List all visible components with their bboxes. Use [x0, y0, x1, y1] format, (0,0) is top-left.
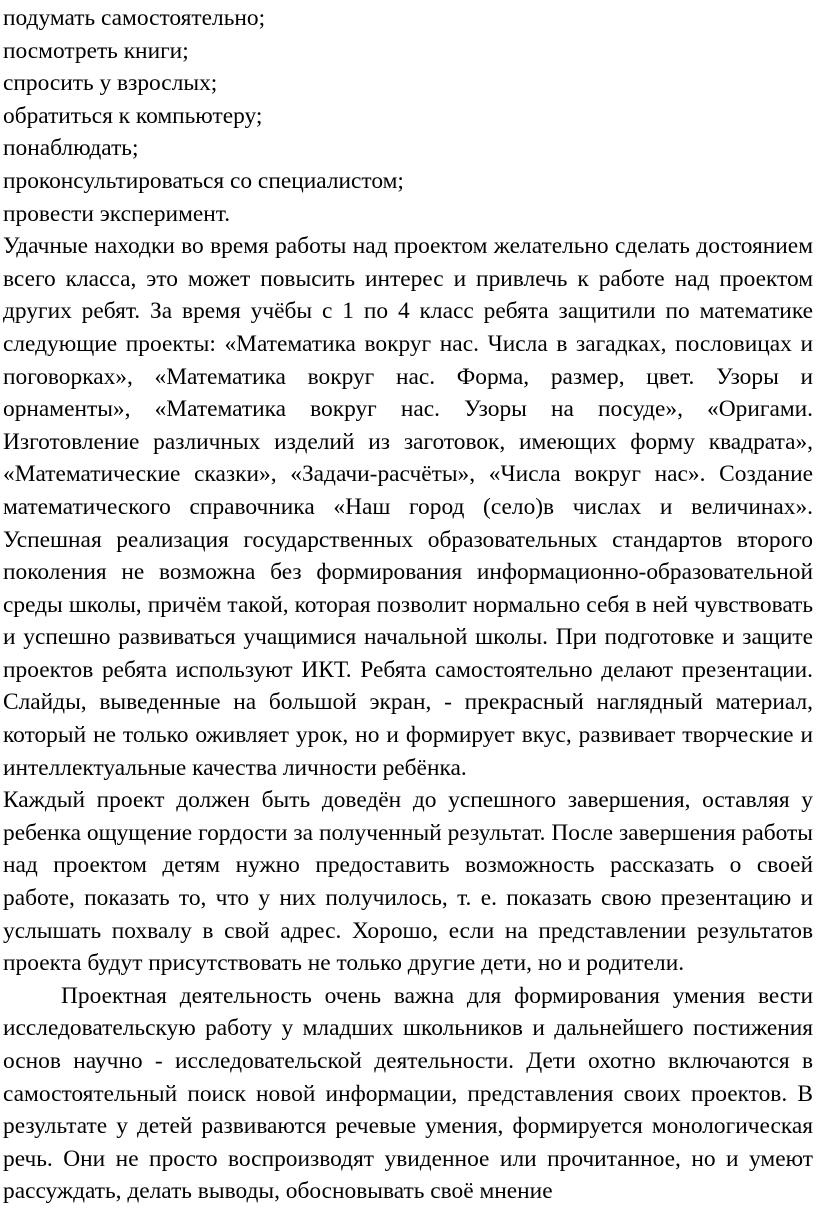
paragraph-project-completion: Каждый проект должен быть доведён до успешного завершения, оставляя у ребенка ощущение гордости за полученный результат. После завершения работы над проектом детям нужно предоставить возможность рассказать о своей работе, показать то, что у них получилось, т. е. показать свою презентацию и услышать похвалу в свой адрес. Хорошо, если на представлении результатов проекта будут присутствовать не только другие дети, но и родители.: [3, 787, 813, 977]
list-item: провести эксперимент.: [3, 200, 231, 227]
document-page: [3, 2, 813, 1208]
list-item: посмотреть книги;: [3, 37, 189, 64]
list-item: проконсультироваться со специалистом;: [3, 167, 404, 194]
list-item: подумать самостоятельно;: [3, 5, 266, 31]
list-item: обратиться к компьютеру;: [3, 102, 263, 129]
list-item: понаблюдать;: [3, 135, 139, 162]
list-item: спросить у взрослых;: [3, 70, 218, 97]
paragraph-project-findings: Удачные находки во время работы над проектом желательно сделать достоянием всего класса, это может повысить интерес и привлечь к работе над проектом других ребят. За время учёбы с 1 по 4 класс ребята защитили по математике следующие проекты: «Математика вокруг нас. Числа в загадках, пословицах и поговорках», «Математика вокруг нас. Форма, размер, цвет. Узоры и орнаменты», «Математика вокруг нас. Узоры на посуде», «Оригами. Изготовление различных изделий из заготовок, имеющих форму квадрата», «Математические сказки», «Задачи-расчёты», «Числа вокруг нас». Создание математического справочника «Наш город (село)в числах и величинах». Успешная реализация государственных образовательных стандартов второго поколения не возможна без формирования информационно-образовательной среды школы, причём такой, которая позволит нормально себя в ней чувствовать и успешно развиваться учащимися начальной школы. При подготовке и защите проектов ребята используют ИКТ. Ребята самостоятельно делают презентации. Слайды, выведенные на большой экран, - прекрасный наглядный материал, который не только оживляет урок, но и формирует вкус, развивает творческие и интеллектуальные качества личности ребёнка.: [3, 233, 813, 781]
method-list: [3, 2, 813, 230]
paragraph-project-importance: Проектная деятельность очень важна для формирования умения вести исследовательскую работу у младших школьников и дальнейшего постижения основ научно - исследовательской деятельности. Дети охотно включаются в самостоятельный поиск новой информации, представления своих проектов. В результате у детей развиваются речевые умения, формируется монологическая речь. Они не просто воспроизводят увиденное или прочитанное, но и умеют рассуждать, делать выводы, обосновывать своё мнение: [3, 982, 813, 1205]
